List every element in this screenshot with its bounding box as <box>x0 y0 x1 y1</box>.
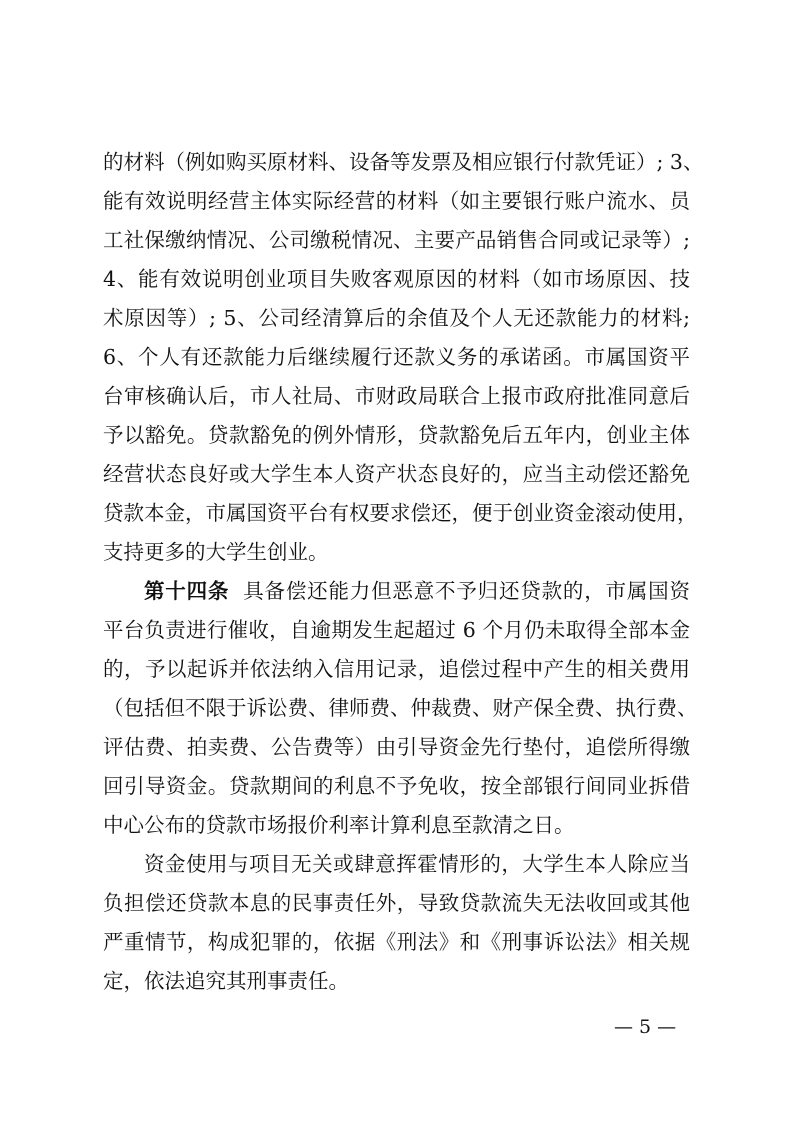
text-line: 中心公布的贷款市场报价利率计算利息至款清之日。 <box>103 813 575 837</box>
text-line: （包括但不限于诉讼费、律师费、仲裁费、财产保全费、执行费、 <box>103 696 698 720</box>
text-line: 回引导资金。贷款期间的利息不予免收，按全部银行间同业拆借 <box>103 774 690 798</box>
text-line: 予以豁免。贷款豁免的例外情形，贷款豁免后五年内，创业主体 <box>103 423 690 447</box>
text-line: 4、能有效说明创业项目失败客观原因的材料（如市场原因、技 <box>103 267 690 291</box>
text-line: 台审核确认后，市人社局、市财政局联合上报市政府批准同意后 <box>103 384 690 408</box>
article-first-line <box>103 572 690 611</box>
paragraph-3 <box>103 845 690 1001</box>
text-line: 的，予以起诉并依法纳入信用记录，追偿过程中产生的相关费用 <box>103 657 690 681</box>
text-line: 贷款本金，市属国资平台有权要求偿还，便于创业资金滚动使用， <box>103 501 698 525</box>
text-line: 资金使用与项目无关或肆意挥霍情形的，大学生本人除应当 <box>144 852 690 876</box>
paragraph-1 <box>103 143 704 572</box>
text-line: 支持更多的大学生创业。 <box>103 540 329 564</box>
article-14 <box>103 572 698 845</box>
article-heading: 第十四条 <box>144 579 230 603</box>
page-number: — 5 — <box>614 1016 677 1038</box>
article-first-line-text: 具备偿还能力但恶意不予归还贷款的，市属国资 <box>243 579 690 603</box>
document-body <box>103 143 704 1001</box>
text-line: 负担偿还贷款本息的民事责任外，导致贷款流失无法收回或其他 <box>103 891 690 915</box>
text-line: 术原因等）; 5、公司经清算后的余值及个人无还款能力的材料; <box>103 306 690 330</box>
text-line: 平台负责进行催收，自逾期发生起超过 6 个月仍未取得全部本金 <box>103 618 690 642</box>
text-line: 评估费、拍卖费、公告费等）由引导资金先行垫付，追偿所得缴 <box>103 735 690 759</box>
text-line: 经营状态良好或大学生本人资产状态良好的，应当主动偿还豁免 <box>103 462 690 486</box>
text-line: 严重情节，构成犯罪的，依据《刑法》和《刑事诉讼法》相关规 <box>103 930 690 954</box>
text-line: 的材料（例如购买原材料、设备等发票及相应银行付款凭证）; 3、 <box>103 150 704 174</box>
text-line: 能有效说明经营主体实际经营的材料（如主要银行账户流水、员 <box>103 189 690 213</box>
text-line: 6、个人有还款能力后继续履行还款义务的承诺函。市属国资平 <box>103 345 690 369</box>
text-line: 定，依法追究其刑事责任。 <box>103 969 349 993</box>
text-line: 工社保缴纳情况、公司缴税情况、主要产品销售合同或记录等）; <box>103 228 690 252</box>
